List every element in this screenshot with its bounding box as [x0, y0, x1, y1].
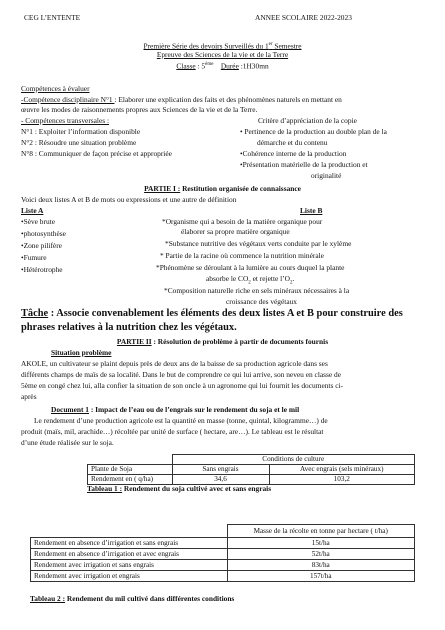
table-2-row-value: 52t/ha — [227, 549, 415, 560]
trans-item: N°8 : Communiquer de façon précise et appropriée — [21, 149, 172, 158]
doc1-label: Document 1 — [51, 405, 89, 414]
situation-line: 5ème en congé chez lui, alla confier la situation de son oncle à un agronome qui lui fournit les documents ci- — [21, 381, 344, 390]
doc1-line: produit (maïs, mil, arachide…) récoltée par unité de surface ( hectare, are…). Le tableau est le résultat — [21, 427, 324, 436]
doc1-title — [51, 405, 299, 415]
partie2-label: PARTIE II — [116, 337, 152, 346]
list-b-line: * Partie de la racine où commence la nutrition minérale — [160, 251, 324, 260]
task-text: : Associe convenablement les éléments des deux listes A et B pour construire des — [48, 308, 403, 319]
class-label: Classe — [176, 61, 196, 71]
list-b-line: *Substance nutritive des végétaux verts conduite par le xylème — [165, 239, 352, 248]
class-value: : 5 — [195, 61, 206, 71]
exam-title-end: Semestre — [272, 41, 302, 51]
table-1-row-label: Rendement en ( q/ha) — [88, 475, 173, 485]
disc-competence-line1 — [21, 95, 342, 105]
class-duration — [0, 60, 445, 71]
trans-item: N°1 : Exploiter l’information disponible — [21, 127, 141, 136]
table-2-header-row — [31, 525, 415, 538]
doc1-title-text: : Impact de l’eau ou de l’engrais sur le rendement du soja et le mil — [88, 405, 300, 414]
disc-competence-text: : Elaborer une explication des faits et des phénomènes naturels en mettant en — [114, 95, 342, 104]
trans-item: N°2 : Résoudre une situation problème — [21, 138, 137, 147]
table-2 — [30, 524, 415, 582]
criteria-heading: Critère d’appréciation de la copie — [258, 116, 357, 125]
table-1-col-sans: Sans engrais — [172, 465, 269, 475]
table-2-row-value: 15t/ha — [227, 538, 415, 549]
criteria-line: •Présentation matérielle de la production et — [240, 160, 368, 169]
table-1-col-row — [88, 465, 415, 475]
table-2-caption-label: Tableau 2 : — [30, 594, 66, 603]
table-2-row-label: Rendement en absence d’irrigation et sans engrais — [31, 538, 228, 549]
list-b-line: *Phénomène se déroulant à la lumière au cours duquel la plante — [156, 263, 345, 272]
o2-sub: 2 — [289, 280, 293, 286]
criteria-line: •Cohérence interne de la production — [240, 149, 347, 158]
table-row — [31, 538, 415, 549]
table-2-row-label: Rendement avec irrigation et engrais — [31, 571, 228, 582]
list-a-item: •Sève brute — [21, 217, 55, 226]
criteria-line: originalité — [311, 171, 342, 180]
table-2-row-value: 157t/ha — [227, 571, 415, 582]
co2-text: absorbe le CO — [206, 274, 249, 283]
partie2-title — [0, 337, 445, 347]
school-name: CEG L’ENTENTE — [24, 13, 81, 22]
table-row — [31, 571, 415, 582]
school-year: ANNEE SCOLAIRE 2022-2023 — [255, 13, 352, 22]
trans-competences-heading: - Compétences transversales : — [21, 116, 110, 125]
class-sup: ème — [205, 62, 214, 67]
table-1-caption-text: Rendement du soja cultivé avec et sans engrais — [122, 484, 272, 493]
o2-text: et rejette l’O — [250, 274, 290, 283]
table-2-empty-cell — [31, 525, 228, 538]
table-row — [88, 475, 415, 485]
situation-line: différents champs de maïs de sa localité. Dans le but de comprendre ce qui lui arrive, son neveu en classe de — [21, 370, 342, 379]
table-1-val-sans: 34,6 — [172, 475, 269, 485]
table-2-header: Masse de la récolte en tonne par hectare ( t/ha) — [227, 525, 415, 538]
situation-line: après — [21, 392, 37, 401]
list-b-line: *Composition naturelle riche en sels minéraux nécessaires à la — [164, 286, 350, 295]
partie2-subtitle: : Résolution de problème à partir de documents fournis — [151, 337, 329, 346]
partie1-intro: Voici deux listes A et B de mots ou expressions et une autre de définition — [21, 195, 237, 204]
situation-line: AKOLE, un cultivateur se plaint depuis près de deux ans de la baisse de sa production agricole dans ses — [21, 359, 328, 368]
competences-heading: Compétences à évaluer — [21, 84, 90, 93]
exam-title-sup: er — [268, 42, 273, 47]
duration-value: :1H30mn — [238, 61, 269, 71]
table-1-col-avec: Avec engrais (sels minéraux) — [269, 465, 415, 475]
exam-subject: Epreuve des Sciences de la vie et de la Terre — [156, 50, 289, 59]
table-2-row-label: Rendement en absence d’irrigation et avec engrais — [31, 549, 228, 560]
table-2-caption — [30, 594, 234, 604]
list-a-item: •Hétérotrophe — [21, 265, 63, 274]
task-line1 — [21, 308, 403, 321]
disc-competence-line2: œuvre les modes de raisonnements propres aux Sciences de la vie et de la Terre. — [21, 105, 258, 114]
o2-dot: . — [292, 274, 295, 283]
list-b-label: Liste B — [300, 206, 323, 215]
table-row — [31, 549, 415, 560]
doc1-line: d’une étude réalisée sur le soja. — [21, 438, 114, 447]
table-2-row-value: 83t/ha — [227, 560, 415, 571]
table-1-caption-label: Tableau 1 : — [87, 484, 123, 493]
list-a-item: •Fumure — [21, 253, 47, 262]
list-a-label: Liste A — [21, 206, 44, 215]
task-line2: phrases relatives à la nutrition chez les végétaux. — [21, 322, 237, 333]
disc-competence-label: -Compétence disciplinaire N°1 — [21, 95, 115, 104]
table-1-val-avec: 103,2 — [269, 475, 415, 485]
table-1-empty-cell — [88, 455, 173, 465]
table-1-conditions-header: Conditions de culture — [172, 455, 415, 465]
list-b-line: *Organisme qui a besoin de la matière organique pour — [162, 217, 323, 226]
partie1-subtitle: Restitution organisée de connaissance — [180, 184, 301, 193]
list-a-item: •Zone pilifère — [21, 241, 62, 250]
situation-label: Situation problème — [51, 348, 112, 357]
task-label: Tâche — [21, 308, 49, 319]
co2-sub: 2 — [248, 280, 251, 286]
table-row — [31, 560, 415, 571]
table-1-caption — [87, 484, 271, 494]
partie1-label: PARTIE I : — [144, 184, 181, 193]
criteria-line: • Pertinence de la production au double plan de la — [240, 127, 387, 136]
criteria-line: démarche et du contenu — [257, 138, 328, 147]
exam-title-text: Première Série des devoirs Surveillés du 1 — [143, 41, 269, 51]
doc1-line: Le rendement d’une production agricole est la quantité en masse (tonne, quintal, kilogramme…) de — [34, 416, 328, 425]
table-1 — [87, 454, 415, 485]
list-a-item: •photosynthèse — [21, 229, 66, 238]
list-b-line: croissance des végétaux — [226, 297, 298, 306]
table-1-header-row — [88, 455, 415, 465]
table-2-row-label: Rendement avec irrigation et sans engrais — [31, 560, 228, 571]
table-1-col-plant: Plante de Soja — [88, 465, 173, 475]
duration-label: Durée — [220, 61, 239, 71]
table-2-caption-text: Rendement du mil cultivé dans différentes conditions — [65, 594, 235, 603]
list-b-line: élaborer sa propre matière organique — [181, 227, 290, 236]
partie1-title — [0, 184, 445, 194]
